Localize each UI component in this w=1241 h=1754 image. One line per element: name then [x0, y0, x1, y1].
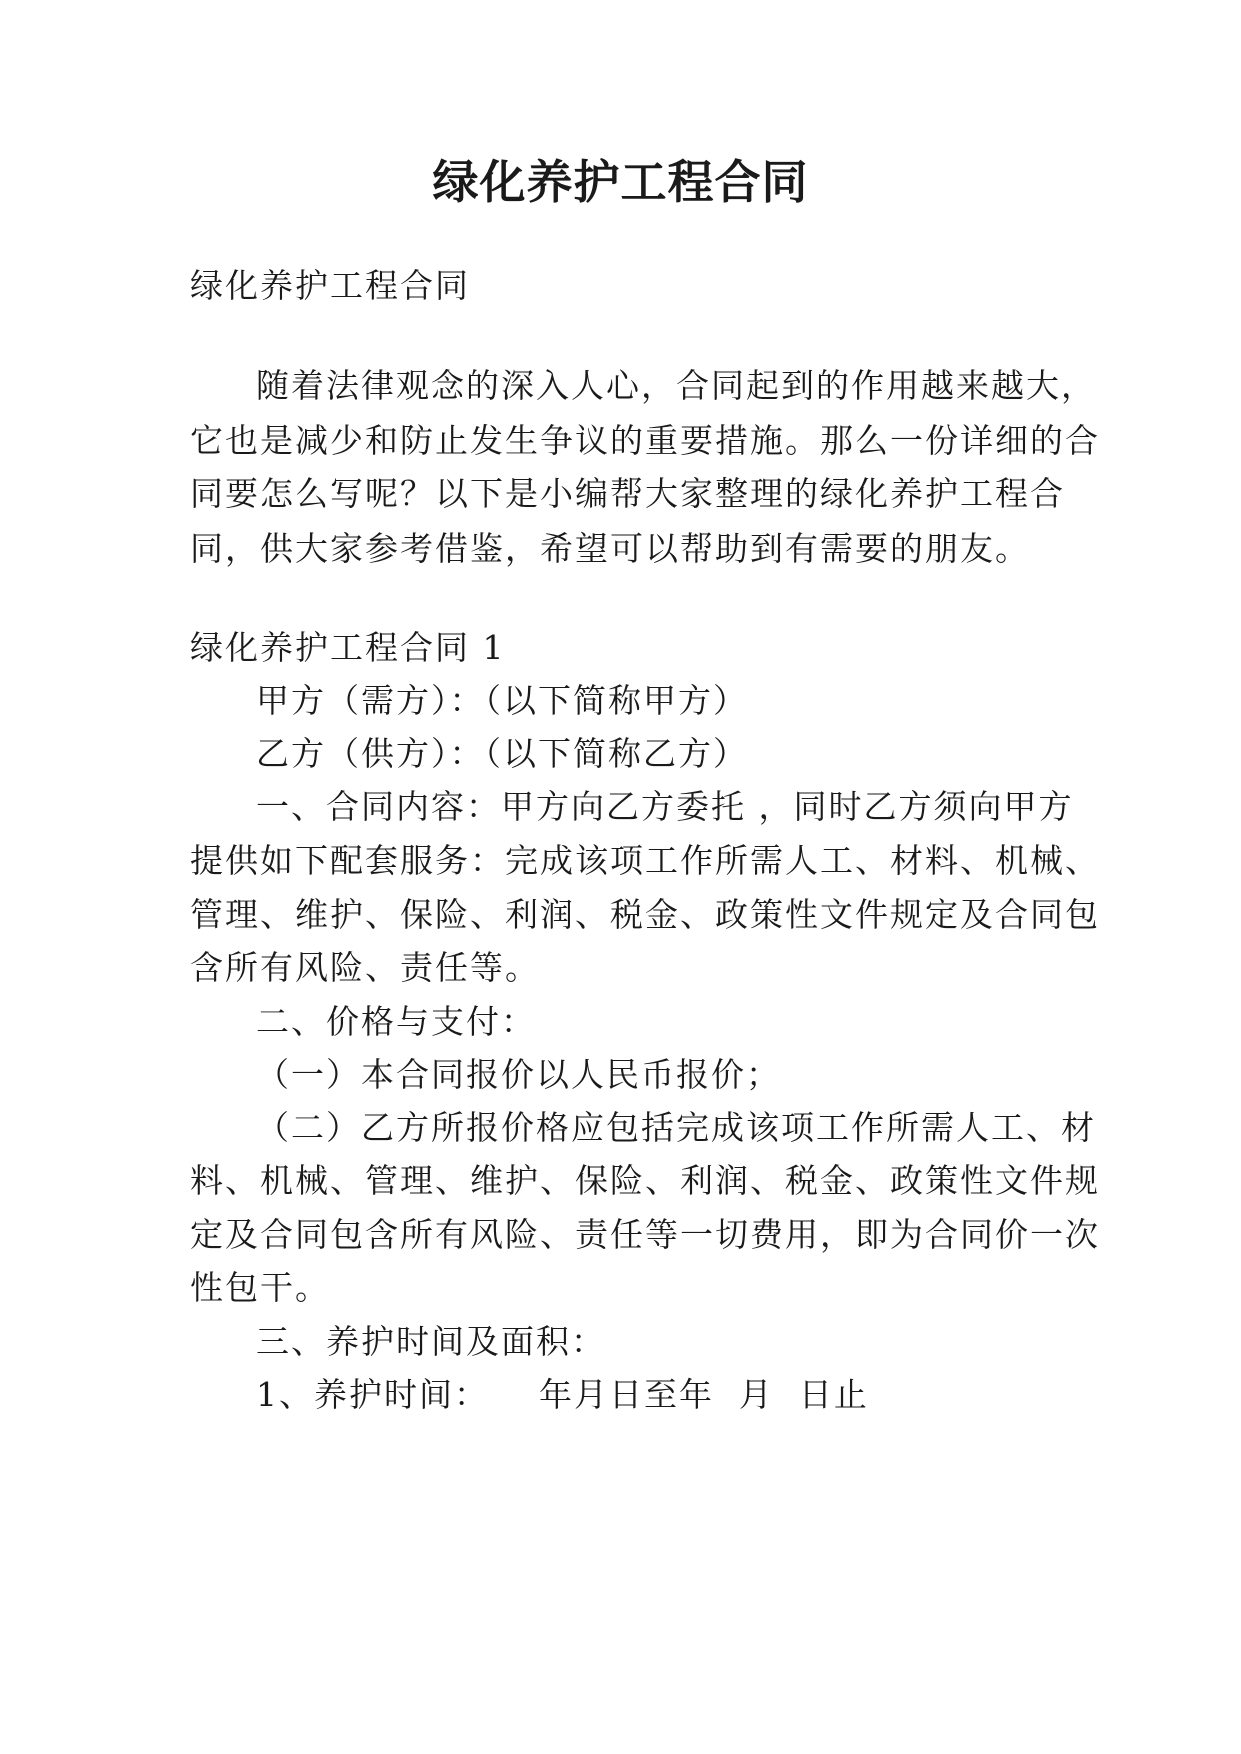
intro-line-3: 同要怎么写呢？以下是小编帮大家整理的绿化养护工程合	[190, 474, 1065, 513]
document-title: 绿化养护工程合同	[432, 155, 809, 209]
clause1-line-3: 管理、维护、保险、利润、税金、政策性文件规定及合同包	[190, 895, 1100, 934]
section-heading: 绿化养护工程合同 1	[190, 628, 506, 667]
clause1-line-1: 一、合同内容：甲方向乙方委托 ，同时乙方须向甲方	[256, 787, 1074, 826]
clause2-item2-line-3: 定及合同包含所有风险、责任等一切费用，即为合同价一次	[190, 1215, 1100, 1254]
clause2-item2-line-2: 料、机械、管理、维护、保险、利润、税金、政策性文件规	[190, 1161, 1100, 1200]
clause1-line-2: 提供如下配套服务：完成该项工作所需人工、材料、机械、	[190, 841, 1100, 880]
clause3-heading: 三、养护时间及面积：	[256, 1322, 606, 1361]
clause2-heading: 二、价格与支付：	[256, 1002, 536, 1041]
document-subtitle: 绿化养护工程合同	[190, 266, 470, 305]
clause2-item-1: （一）本合同报价以人民币报价；	[256, 1055, 781, 1094]
clause3-item-1: 1、养护时间： 年月日至年 月 日止	[256, 1375, 869, 1414]
clause1-line-4: 含所有风险、责任等。	[190, 948, 540, 987]
intro-line-2: 它也是减少和防止发生争议的重要措施。那么一份详细的合	[190, 421, 1100, 460]
intro-line-4: 同，供大家参考借鉴，希望可以帮助到有需要的朋友。	[190, 529, 1030, 568]
intro-line-1: 随着法律观念的深入人心，合同起到的作用越来越大，	[256, 366, 1096, 405]
party-b: 乙方（供方）：（以下简称乙方）	[256, 734, 748, 773]
party-a: 甲方（需方）：（以下简称甲方）	[256, 681, 748, 720]
clause2-item2-line-1: （二）乙方所报价格应包括完成该项工作所需人工、材	[256, 1108, 1096, 1147]
clause2-item2-line-4: 性包干。	[190, 1268, 330, 1307]
